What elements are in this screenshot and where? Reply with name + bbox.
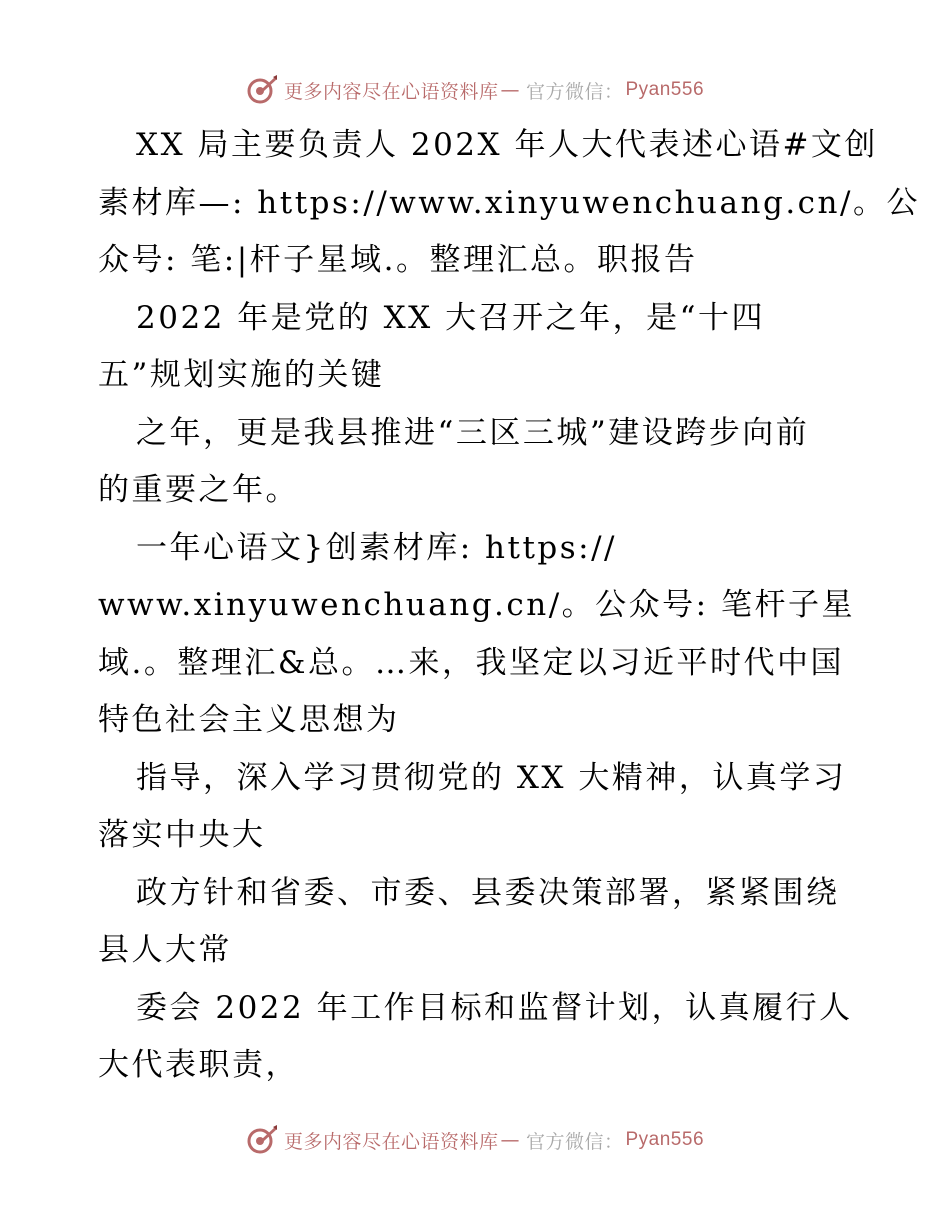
- document-line: 指导，深入学习贯彻党的 XX 大精神，认真学习: [136, 759, 847, 796]
- document-line: 五”规划实施的关键: [98, 357, 385, 393]
- footer-watermark-banner: [0, 1120, 950, 1160]
- banner-brand-text: 更多内容尽在心语资料库: [283, 1130, 499, 1153]
- document-line: 一年心语文}创素材库: https://: [136, 529, 617, 566]
- pen-logo-icon: [246, 74, 278, 106]
- document-line: www.xinyuwenchuang.cn/。公众号: 笔杆子星: [98, 587, 855, 623]
- document-line: 域.。整理汇&总。…来，我坚定以习近平时代中国: [98, 644, 844, 681]
- banner-wechat-id: Pyan556: [625, 1129, 705, 1150]
- banner-wechat-label: 官方微信：: [525, 80, 624, 103]
- document-line: 委会 2022 年工作目标和监督计划，认真履行人: [136, 989, 853, 1026]
- document-body: [98, 117, 920, 1095]
- banner-dash: —: [500, 1129, 520, 1151]
- document-line: 之年，更是我县推进“三区三城”建设跨步向前: [136, 414, 810, 451]
- banner-wechat-label: 官方微信：: [525, 1130, 624, 1153]
- document-line: 的重要之年。: [98, 472, 299, 508]
- banner-brand-text: 更多内容尽在心语资料库: [283, 80, 499, 103]
- document-line: XX 局主要负责人 202X 年人大代表述心语#文创: [136, 127, 878, 163]
- document-line: 素材库—: https://www.xinyuwenchuang.cn/。公: [98, 184, 920, 221]
- document-line: 2022 年是党的 XX 大召开之年，是“十四: [136, 299, 765, 336]
- document-line: 县人大常: [98, 932, 232, 968]
- document-line: 政方针和省委、市委、县委决策部署，紧紧围绕: [136, 874, 840, 911]
- header-watermark-banner: [0, 70, 950, 110]
- document-line: 大代表职责，: [98, 1047, 299, 1083]
- document-line: 特色社会主义思想为: [98, 702, 400, 738]
- banner-wechat-id: Pyan556: [625, 79, 705, 100]
- pen-logo-icon: [246, 1124, 278, 1156]
- document-line: 众号: 笔:|杆子星域.。整理汇总。职报告: [98, 242, 698, 278]
- document-line: 落实中央大: [98, 817, 266, 853]
- banner-dash: —: [500, 79, 520, 101]
